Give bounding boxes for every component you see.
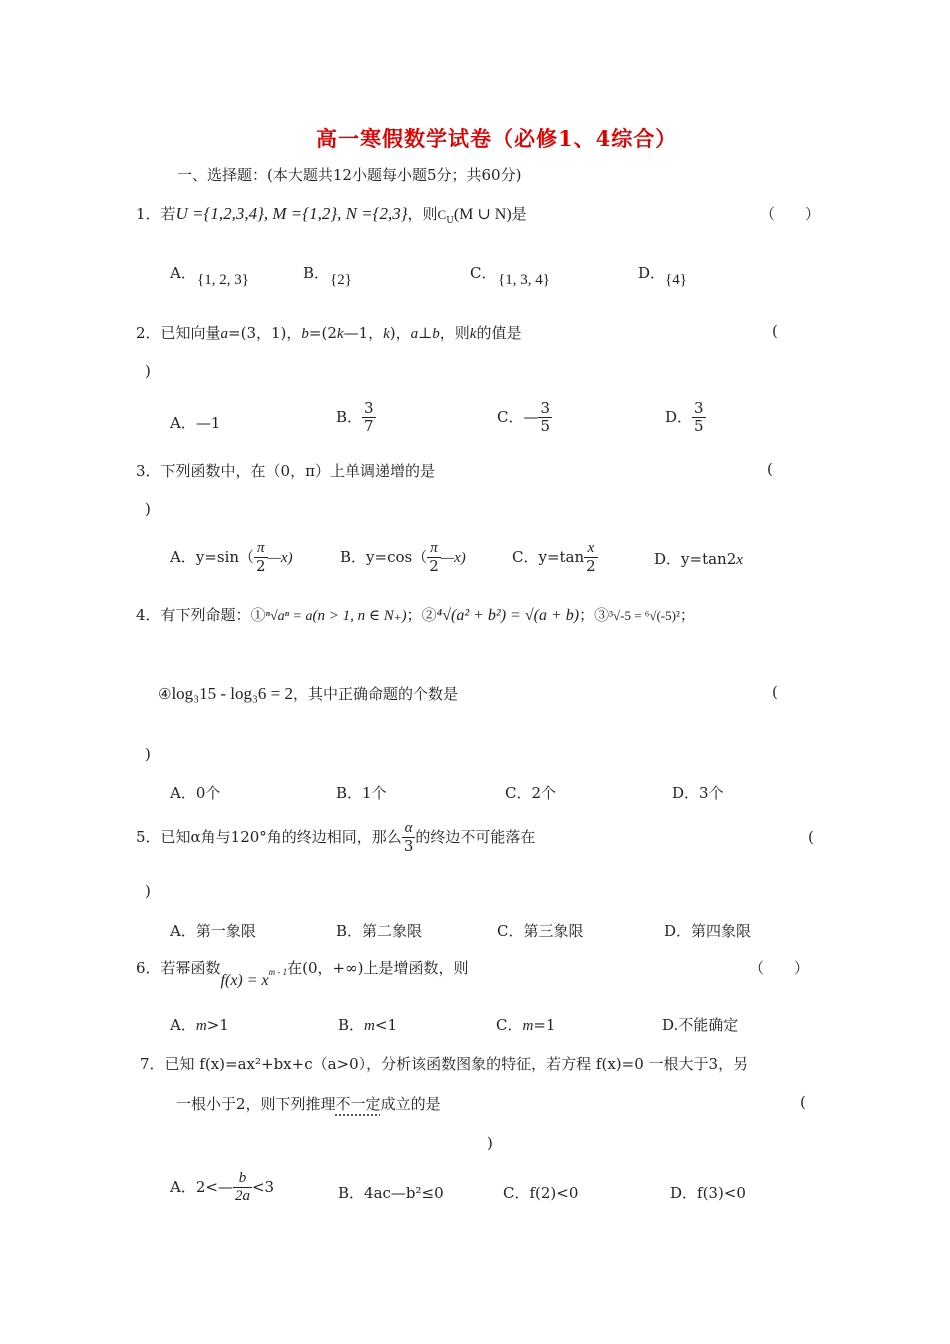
q1-option-c-value: {1, 3, 4}: [498, 272, 550, 288]
q1-option-a-label: A．: [170, 264, 196, 282]
q2-option-a: A．—1: [170, 414, 221, 432]
q6-option-b: B．m<1: [338, 1016, 397, 1034]
section-header: 一、选择题：(本大题共12小题每小题5分；共60分): [177, 166, 522, 184]
question-1: [136, 203, 527, 226]
q5-option-c: C．第三象限: [497, 922, 584, 940]
q4-option-b: B．1个: [336, 784, 387, 802]
q3-paren-open: (: [767, 460, 773, 478]
q5-paren-open: (: [808, 828, 814, 846]
q5-paren-close: ): [145, 882, 151, 900]
q1-answer-bracket: （ ）: [760, 205, 821, 223]
q7-paren-open: (: [800, 1093, 806, 1111]
q1-complement: C: [437, 207, 447, 222]
q4-option-d: D．3个: [672, 784, 724, 802]
q2-option-c: C．— $\frac{3}{5}$: [497, 399, 551, 436]
q5-option-a: A．第一象限: [170, 922, 256, 940]
q7-option-d: D．f(3)<0: [670, 1184, 746, 1202]
question-7-line-1: 7．已知 f(x)=ax²+bx+c（a>0），分析该函数图象的特征，若方程 f(x)=0 一根大于3，另: [140, 1055, 749, 1073]
q7-emphasis: 不一定: [335, 1095, 381, 1113]
q1-option-b-value: {2}: [330, 272, 352, 288]
q2-option-b: B． $\frac{3}{7}$: [336, 399, 374, 436]
q1-union: (M ∪ N): [453, 206, 512, 223]
q1-mid: ，则: [407, 205, 438, 223]
q1-option-a-value: {1, 2, 3}: [197, 272, 249, 288]
q4-option-c: C．2个: [505, 784, 557, 802]
q4-line-2: ④log₃15 - log₃6 = 2，其中正确命题的个数是: [158, 684, 459, 703]
question-5: 5．已知α角与120°角的终边相同，那么 $\frac{\alpha}{3}$ 的终边不可能落在: [136, 820, 536, 856]
q4-proposition-4: log₃15 - log₃6 = 2: [171, 684, 294, 703]
q1-option-d-value: {4}: [665, 272, 687, 288]
q1-option-c-label: C．: [470, 264, 497, 282]
vector-a: a: [220, 326, 229, 342]
vector-b: b: [301, 326, 309, 342]
q1-label: 1．若: [136, 205, 176, 223]
q3-option-b: B．y=cos（ $\frac{\pi}{2}$ —x): [340, 540, 466, 576]
q7-option-a: A．2<— $\frac{b}{2a}$ <3: [170, 1170, 275, 1205]
q5-option-d: D．第四象限: [664, 922, 752, 940]
q4-proposition-2: ⁴√(a² + b²) = √(a + b): [436, 607, 580, 624]
q7-paren-close: ): [487, 1134, 493, 1152]
q6-option-a: A．m>1: [170, 1016, 229, 1034]
q2-option-d: D． $\frac{3}{5}$: [665, 399, 704, 436]
q1-option-b-label: B．: [303, 264, 330, 282]
q4-proposition-1: ⁿ√aⁿ = a: [265, 609, 313, 624]
q4-proposition-3: ³√-5 = ⁶√(-5)²: [609, 608, 680, 623]
q1-complement-sub: U: [446, 216, 454, 226]
question-4: 4．有下列命题：①ⁿ√aⁿ = a(n > 1, n ∈ N₊)；②⁴√(a² + b²) = √(a + b)；③³√-5 = ⁶√(-5)²；: [136, 606, 695, 624]
q2-paren-close: ): [145, 362, 151, 380]
q1-tail: 是: [511, 205, 527, 223]
q2-paren-open: (: [772, 322, 778, 340]
q7-option-c: C．f(2)<0: [503, 1184, 579, 1202]
question-7-line-2: 一根小于2，则下列推理不一定成立的是: [176, 1095, 441, 1113]
q7-option-b: B．4ac—b²≤0: [338, 1184, 444, 1202]
q6-option-c: C．m=1: [496, 1016, 556, 1034]
question-6: 6．若幂函数$f(x) = x^{m - 1}$在(0，+∞)上是增函数，则: [136, 959, 469, 989]
q3-option-a: A．y=sin（ $\frac{\pi}{2}$ —x): [170, 540, 293, 576]
q4-paren-open: (: [772, 683, 778, 701]
q6-option-d: D.不能确定: [662, 1016, 739, 1034]
q3-paren-close: ): [145, 500, 151, 518]
q3-option-c: C．y=tan $\frac{x}{2}$: [512, 540, 596, 576]
question-2: 2．已知向量a=(3，1)，b=(2k—1，k)，a⊥b，则k的值是: [136, 324, 522, 342]
q4-option-a: A．0个: [170, 784, 221, 802]
q4-paren-close: ): [145, 745, 151, 763]
q5-option-b: B．第二象限: [336, 922, 423, 940]
q6-function: f(x) = x: [220, 972, 269, 989]
q3-option-d: D．y=tan2x: [654, 550, 743, 568]
q1-sets: U ={1,2,3,4}, M ={1,2}, N ={2,3}: [175, 204, 408, 223]
page-title: 高一寒假数学试卷（必修1、4综合）: [316, 126, 678, 151]
question-3: 3．下列函数中，在（0，π）上单调递增的是: [136, 462, 435, 480]
q1-option-d-label: D．: [638, 264, 666, 282]
q6-answer-bracket: （ ）: [749, 959, 810, 977]
